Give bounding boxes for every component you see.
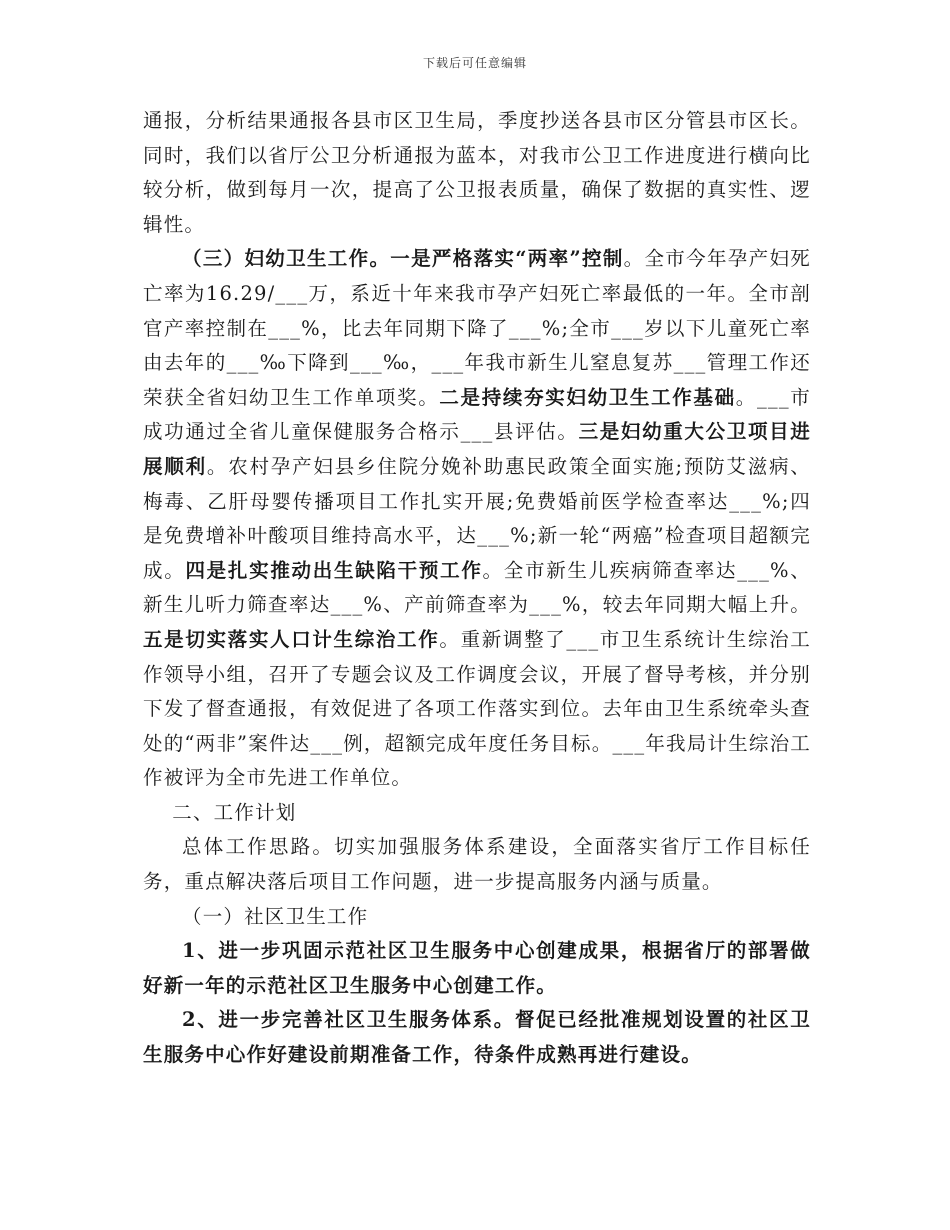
text-span: 。全市新生儿疾病筛查率达___%、新生儿听力筛查率达___%、产前筛查率为___%，较去年同期大幅上升。	[143, 558, 811, 617]
paragraph-maternal-child-health	[143, 242, 811, 796]
text-span: 。重新调整了___市卫生系统计生综治工作领导小组，召开了专题会议及工作调度会议，开展了督导考核，并分别下发了督查通报，有效促进了各项工作落实到位。去年由卫生系统牵头查处的“两非”案件达___例，超额完成年度任务目标。___年我局计生综治工作被评为全市先进工作单位。	[143, 627, 811, 790]
subsection-heading-community-health	[143, 900, 811, 935]
section-heading-work-plan	[143, 796, 811, 831]
text-span: 。农村孕产妇县乡住院分娩补助惠民政策全面实施;预防艾滋病、梅毒、乙肝母婴传播项目工作扎实开展;免费婚前医学检查率达___%;四是免费增补叶酸项目维持高水平，达___%;新一轮“两癌”检查项目超额完成。	[143, 454, 812, 582]
paragraph-item-2	[143, 1003, 811, 1072]
page-header: 下载后可任意编辑	[422, 56, 527, 70]
paragraph-overall-approach	[143, 830, 811, 899]
bold-item-1: 1、进一步巩固示范社区卫生服务中心创建成果，根据省厅的部署做好新一年的示范社区卫生服务中心创建工作。	[143, 939, 811, 997]
section-heading-maternal-child: （三）妇幼卫生工作。	[182, 247, 391, 271]
text-span: 通报，分析结果通报各县市区卫生局，季度抄送各县市区分管县市区长。同时，我们以省厅公卫分析通报为蓝本，对我市公卫工作进度进行横向比较分析，做到每月一次，提高了公卫报表质量，确保了数据的真实性、逻辑性。	[143, 109, 811, 236]
bold-point-2: 二是持续夯实妇幼卫生工作基础	[439, 385, 736, 409]
bold-point-1: 一是严格落实“两率”控制	[390, 247, 624, 271]
paragraph-continuation	[143, 104, 811, 242]
text-span: （一）社区卫生工作	[182, 904, 369, 928]
text-span: 二、工作计划	[172, 800, 297, 824]
text-span: 。全市今年孕产妇死亡率为16.29/___万，系近十年来我市孕产妇死亡率最低的一年。全市剖官产率控制在___%，比去年同期下降了___%;全市___岁以下儿童死亡率由去年的___‰下降到___‰，___年我市新生儿窒息复苏___管理工作还荣获全省妇幼卫生工作单项奖。	[143, 247, 811, 409]
bold-point-3: 三是妇幼重大公卫项目进展顺利	[143, 420, 811, 478]
bold-point-4: 四是扎实推动出生缺陷干预工作	[185, 558, 483, 582]
text-span: 。___市成功通过全省儿童保健服务合格示___县评估。	[143, 385, 811, 444]
document-body	[143, 104, 811, 1073]
paragraph-item-1	[143, 934, 811, 1003]
bold-item-2: 2、进一步完善社区卫生服务体系。督促已经批准规划设置的社区卫生服务中心作好建设前期准备工作，待条件成熟再进行建设。	[143, 1008, 811, 1067]
bold-point-5: 五是切实落实人口计生综治工作	[143, 627, 440, 651]
text-span: 总体工作思路。切实加强服务体系建设，全面落实省厅工作目标任务，重点解决落后项目工作问题，进一步提高服务内涵与质量。	[143, 835, 811, 894]
